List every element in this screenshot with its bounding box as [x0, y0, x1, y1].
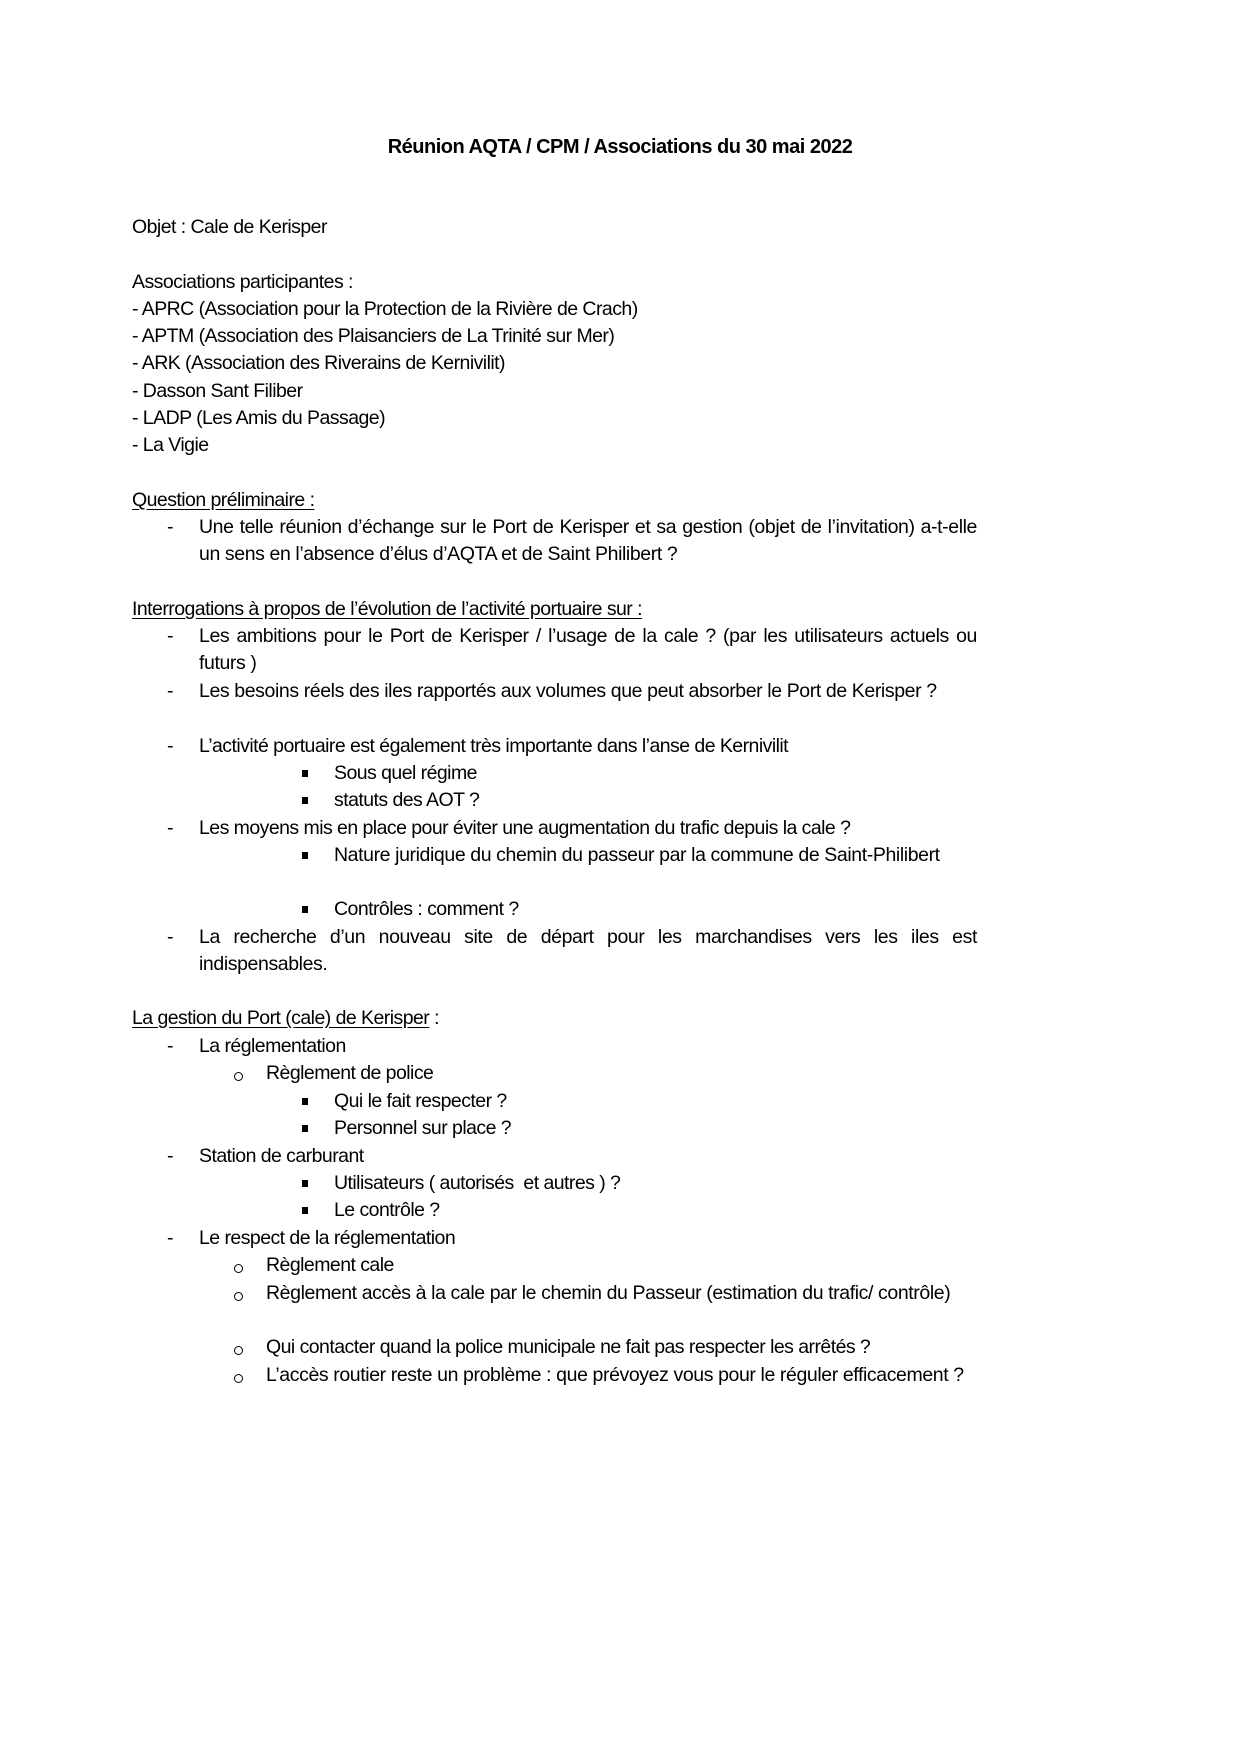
association-item: - La Vigie	[132, 434, 209, 456]
objet-line: Objet : Cale de Kerisper	[132, 216, 327, 238]
circle-bullet-icon	[234, 1374, 243, 1383]
interrogation-item: Les moyens mis en place pour éviter une augmentation du trafic depuis la cale ?	[199, 817, 851, 839]
gestion-heading-underlined: La gestion du Port (cale) de Kerisper	[132, 1007, 430, 1029]
dash-bullet: -	[167, 680, 174, 702]
associations-heading: Associations participantes :	[132, 271, 353, 293]
interrogation-item: La recherche d’un nouveau site de départ pour les marchandises vers les iles est indispensables.	[199, 926, 977, 975]
circle-item: Règlement de police	[266, 1062, 434, 1084]
circle-bullet-icon	[234, 1346, 243, 1355]
interrogation-item: Les ambitions pour le Port de Kerisper / l’usage de la cale ? (par les utilisateurs actuels ou futurs )	[199, 625, 977, 674]
interrogation-item: Les besoins réels des iles rapportés aux volumes que peut absorber le Port de Kerisper ?	[199, 680, 937, 702]
gestion-heading-suffix: :	[429, 1007, 439, 1029]
sub-item: Le contrôle ?	[334, 1199, 440, 1221]
gestion-item: La réglementation	[199, 1035, 346, 1057]
sub-item: Personnel sur place ?	[334, 1117, 512, 1139]
gestion-item: Station de carburant	[199, 1145, 364, 1167]
square-bullet-icon	[302, 1180, 308, 1187]
interrogation-item: L’activité portuaire est également très importante dans l’anse de Kernivilit	[199, 735, 789, 757]
dash-bullet: -	[167, 1227, 174, 1249]
circle-item: Règlement cale	[266, 1254, 394, 1276]
association-item: - APTM (Association des Plaisanciers de La Trinité sur Mer)	[132, 325, 615, 347]
dash-bullet: -	[167, 926, 174, 948]
square-bullet-icon	[302, 770, 308, 777]
circle-item: Règlement accès à la cale par le chemin du Passeur (estimation du trafic/ contrôle)	[266, 1282, 951, 1304]
association-item: - Dasson Sant Filiber	[132, 380, 303, 402]
square-bullet-icon	[302, 797, 308, 804]
square-bullet-icon	[302, 1125, 308, 1132]
sub-item: Nature juridique du chemin du passeur par la commune de Saint-Philibert	[334, 844, 940, 866]
sub-item: Utilisateurs ( autorisés et autres ) ?	[334, 1172, 621, 1194]
circle-bullet-icon	[234, 1292, 243, 1301]
sub-item: Contrôles : comment ?	[334, 898, 519, 920]
interrogations-heading: Interrogations à propos de l’évolution de l’activité portuaire sur :	[132, 598, 642, 620]
question-heading: Question préliminaire :	[132, 489, 315, 511]
circle-bullet-icon	[234, 1264, 243, 1273]
dash-bullet: -	[167, 735, 174, 757]
square-bullet-icon	[302, 906, 308, 913]
square-bullet-icon	[302, 1098, 308, 1105]
association-item: - APRC (Association pour la Protection de la Rivière de Crach)	[132, 298, 638, 320]
circle-bullet-icon	[234, 1072, 243, 1081]
association-item: - ARK (Association des Riverains de Kernivilit)	[132, 352, 505, 374]
question-item: Une telle réunion d’échange sur le Port de Kerisper et sa gestion (objet de l’invitation) a-t-elle un sens en l’absence d’élus d’AQTA et de Saint Philibert ?	[199, 516, 977, 565]
dash-bullet: -	[167, 625, 174, 647]
dash-bullet: -	[167, 1035, 174, 1057]
document-title: Réunion AQTA / CPM / Associations du 30 mai 2022	[387, 136, 853, 158]
sub-item: Sous quel régime	[334, 762, 477, 784]
dash-bullet: -	[167, 1145, 174, 1167]
square-bullet-icon	[302, 852, 308, 859]
dash-bullet: -	[167, 817, 174, 839]
sub-item: Qui le fait respecter ?	[334, 1090, 507, 1112]
sub-item: statuts des AOT ?	[334, 789, 480, 811]
circle-item: L’accès routier reste un problème : que prévoyez vous pour le réguler efficacement ?	[266, 1364, 964, 1386]
gestion-heading	[132, 1005, 439, 1032]
association-item: - LADP (Les Amis du Passage)	[132, 407, 386, 429]
square-bullet-icon	[302, 1207, 308, 1214]
circle-item: Qui contacter quand la police municipale ne fait pas respecter les arrêtés ?	[266, 1336, 871, 1358]
gestion-item: Le respect de la réglementation	[199, 1227, 456, 1249]
dash-bullet: -	[167, 516, 174, 538]
